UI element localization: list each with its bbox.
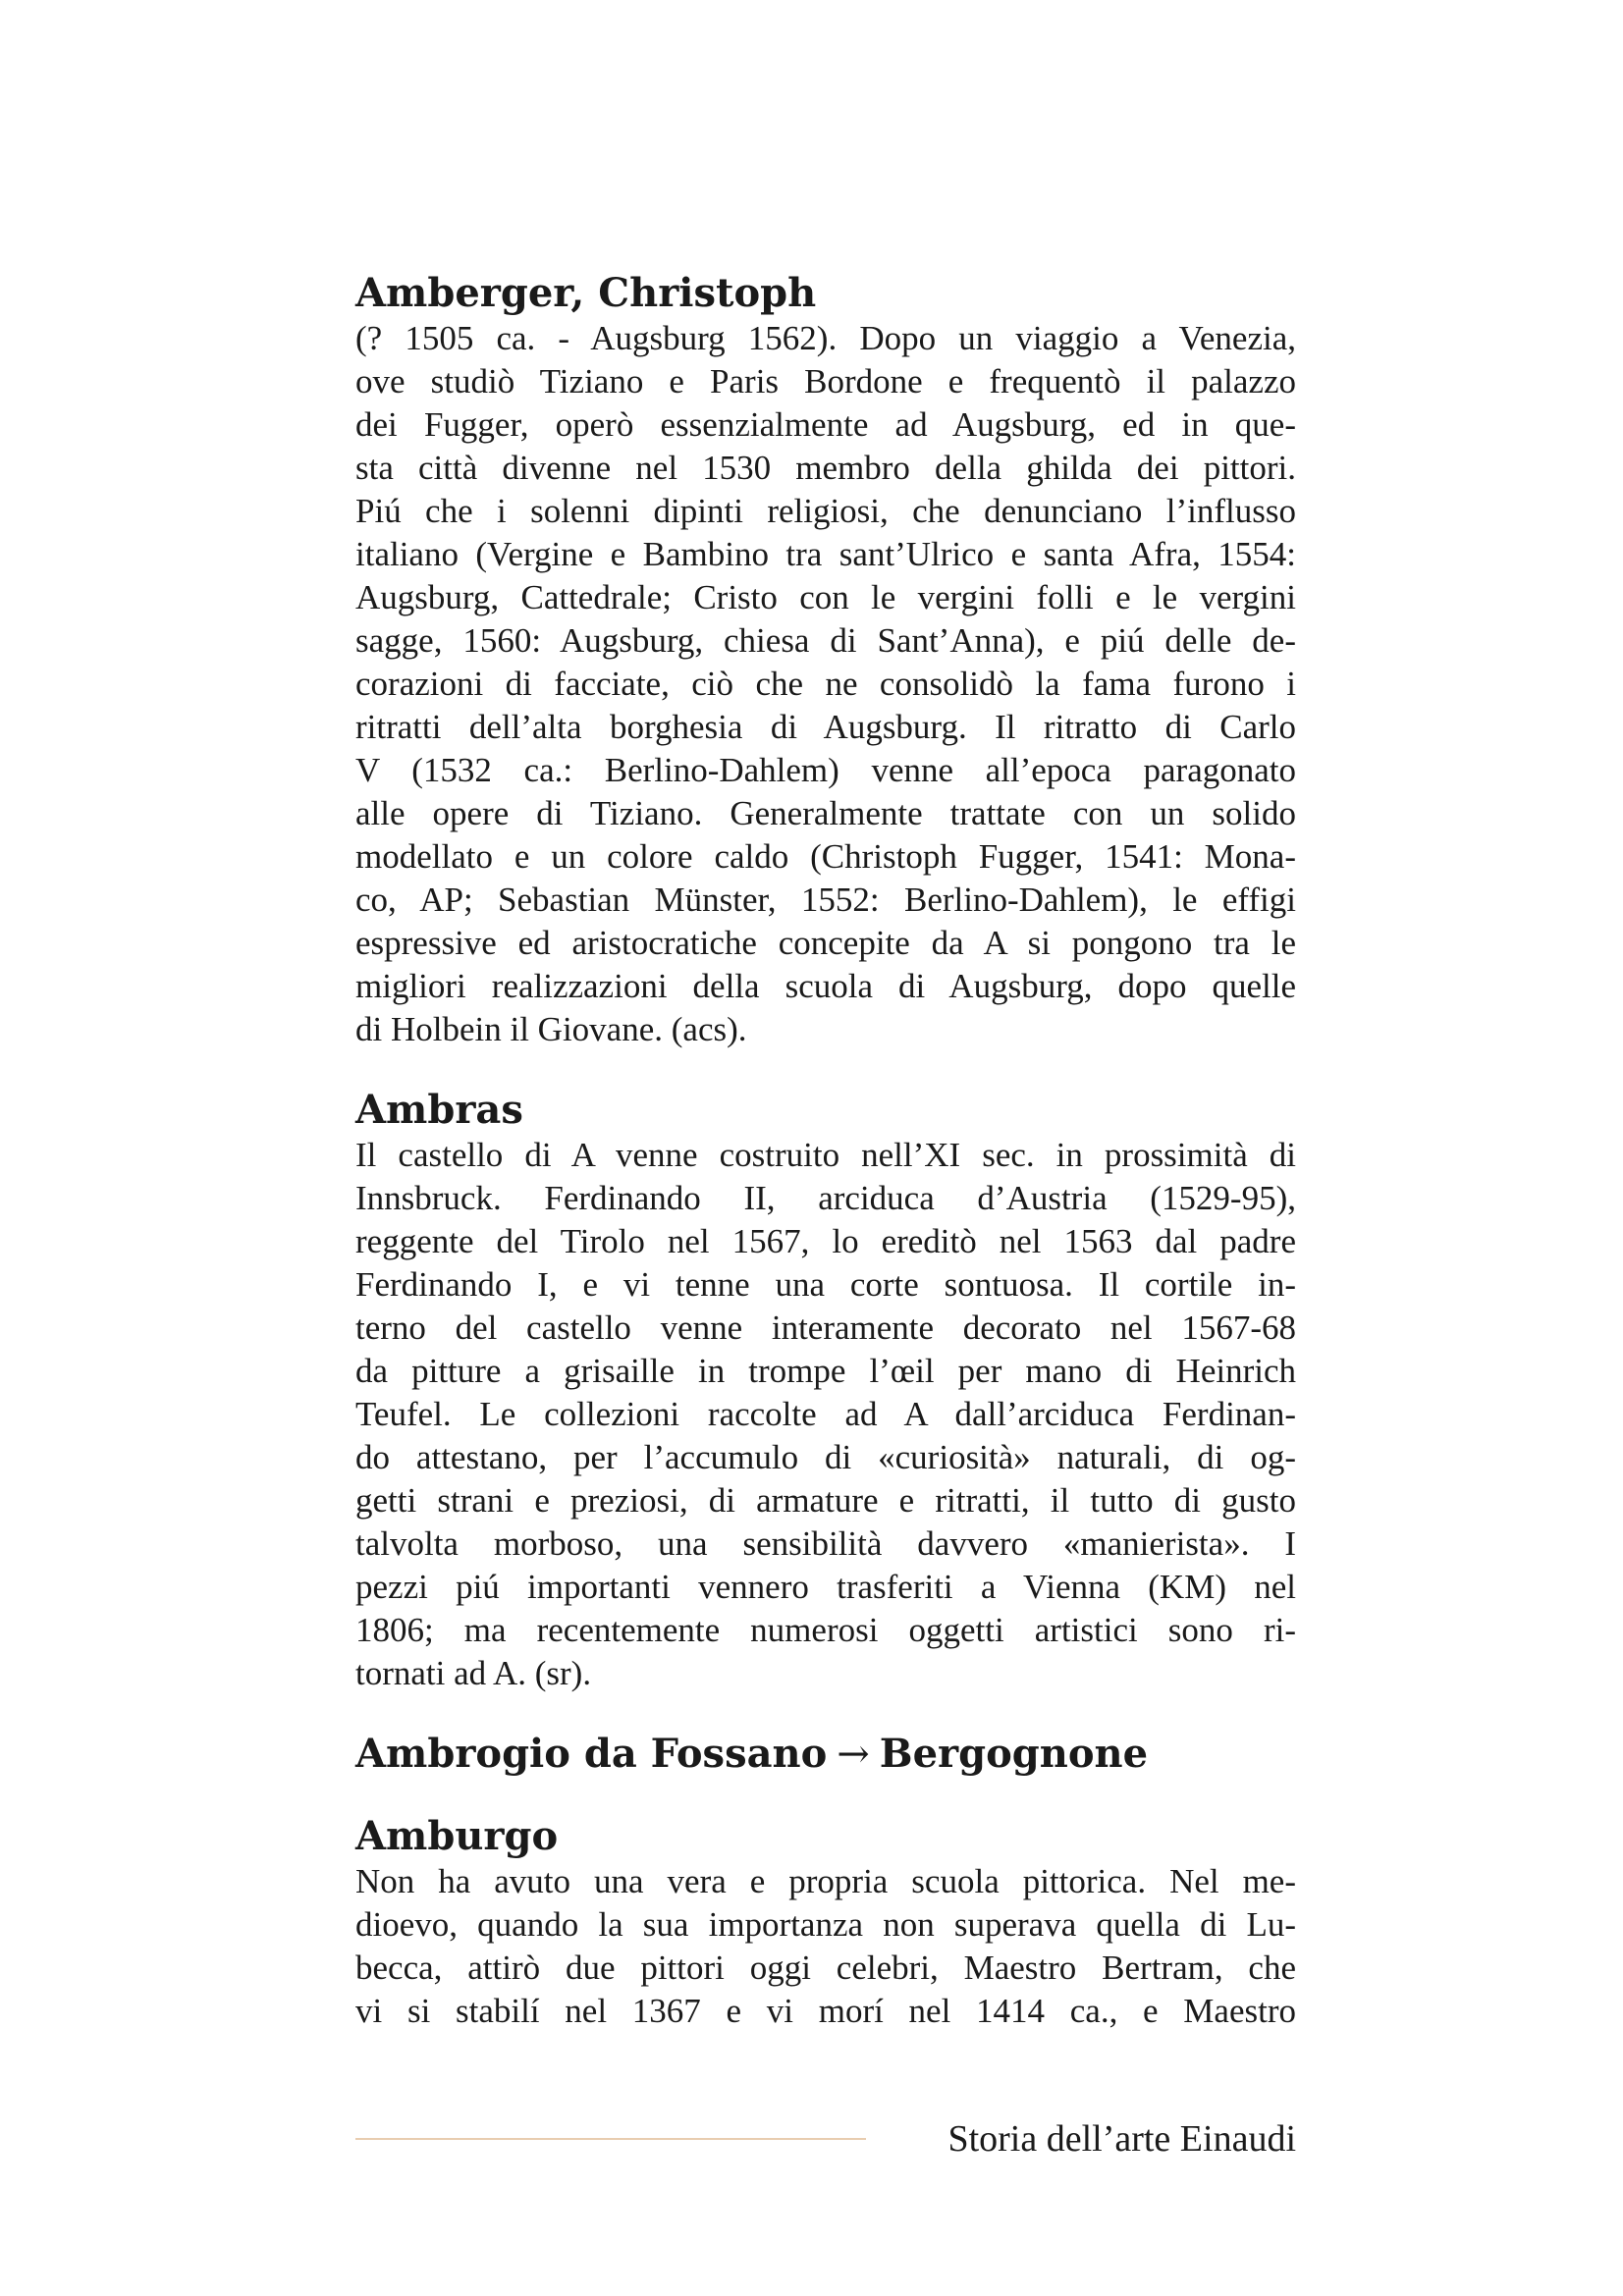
entry-title: Amberger, Christoph xyxy=(355,270,817,316)
cross-reference-arrow-icon: → xyxy=(837,1732,870,1777)
text-line: modellato e un colore caldo (Christoph Fugger, 1541: Mona- xyxy=(355,837,1296,876)
text-line: (? 1505 ca. - Augsburg 1562). Dopo un viaggio a Venezia, xyxy=(355,319,1296,357)
entry-amberger xyxy=(355,270,1296,1051)
content xyxy=(355,270,1296,2033)
text-line: co, AP; Sebastian Münster, 1552: Berlino-Dahlem), le effigi xyxy=(355,881,1296,919)
text-line: Innsbruck. Ferdinando II, arciduca d’Austria (1529-95), xyxy=(355,1179,1296,1217)
footer-divider xyxy=(355,2138,866,2140)
text-line: da pitture a grisaille in trompe l’œil per mano di Heinrich xyxy=(355,1352,1296,1390)
entry-ambrogio-da-fossano xyxy=(355,1731,1296,1778)
entry-body xyxy=(355,1134,1296,1695)
text-line: espressive ed aristocratiche concepite da A si pongono tra le xyxy=(355,924,1296,962)
text-line: sagge, 1560: Augsburg, chiesa di Sant’Anna), e piú delle de- xyxy=(355,621,1296,660)
entry-body xyxy=(355,1860,1296,2033)
text-line: ove studiò Tiziano e Paris Bordone e frequentò il palazzo xyxy=(355,362,1296,400)
text-line: vi si stabilí nel 1367 e vi morí nel 1414 ca., e Maestro xyxy=(355,1992,1296,2030)
text-line: Non ha avuto una vera e propria scuola pittorica. Nel me- xyxy=(355,1862,1296,1900)
text-line: getti strani e preziosi, di armature e ritratti, il tutto di gusto xyxy=(355,1481,1296,1520)
text-line: dioevo, quando la sua importanza non superava quella di Lu- xyxy=(355,1905,1296,1944)
cross-reference-link[interactable]: Bergognone xyxy=(879,1731,1149,1777)
text-line: di Holbein il Giovane. (acs). xyxy=(355,1010,747,1048)
text-line: tornati ad A. (sr). xyxy=(355,1654,592,1692)
text-line: V (1532 ca.: Berlino-Dahlem) venne all’epoca paragonato xyxy=(355,751,1296,789)
text-line: becca, attirò due pittori oggi celebri, Maestro Bertram, che xyxy=(355,1949,1296,1987)
text-line: ritratti dell’alta borghesia di Augsburg. Il ritratto di Carlo xyxy=(355,708,1296,746)
text-line: Augsburg, Cattedrale; Cristo con le vergini folli e le vergini xyxy=(355,578,1296,616)
text-line: pezzi piú importanti vennero trasferiti a Vienna (KM) nel xyxy=(355,1568,1296,1606)
text-line: italiano (Vergine e Bambino tra sant’Ulrico e santa Afra, 1554: xyxy=(355,535,1296,573)
entry-title-text: Ambrogio da Fossano xyxy=(355,1731,828,1777)
text-line: sta città divenne nel 1530 membro della ghilda dei pittori. xyxy=(355,449,1296,487)
text-line: Teufel. Le collezioni raccolte ad A dall’arciduca Ferdinan- xyxy=(355,1395,1296,1433)
entry-amburgo xyxy=(355,1813,1296,2033)
entry-title xyxy=(355,1731,1296,1778)
text-line: Piú che i solenni dipinti religiosi, che denunciano l’influsso xyxy=(355,492,1296,530)
text-line: do attestano, per l’accumulo di «curiosità» naturali, di og- xyxy=(355,1438,1296,1476)
page-footer xyxy=(355,2115,1296,2163)
text-line: corazioni di facciate, ciò che ne consolidò la fama furono i xyxy=(355,665,1296,703)
text-line: Ferdinando I, e vi tenne una corte sontuosa. Il cortile in- xyxy=(355,1265,1296,1304)
text-line: dei Fugger, operò essenzialmente ad Augsburg, ed in que- xyxy=(355,405,1296,444)
text-line: talvolta morboso, una sensibilità davvero «manierista». I xyxy=(355,1524,1296,1563)
text-line: reggente del Tirolo nel 1567, lo ereditò nel 1563 dal padre xyxy=(355,1222,1296,1260)
text-line: terno del castello venne interamente decorato nel 1567-68 xyxy=(355,1308,1296,1347)
entry-title: Amburgo xyxy=(355,1813,559,1859)
text-line: alle opere di Tiziano. Generalmente trattate con un solido xyxy=(355,794,1296,832)
text-line: migliori realizzazioni della scuola di Augsburg, dopo quelle xyxy=(355,967,1296,1005)
text-line: 1806; ma recentemente numerosi oggetti artistici sono ri- xyxy=(355,1611,1296,1649)
text-line: Il castello di A venne costruito nell’XI sec. in prossimità di xyxy=(355,1136,1296,1174)
entry-ambras xyxy=(355,1087,1296,1695)
footer-title: Storia dell’arte Einaudi xyxy=(947,2118,1296,2160)
entry-body xyxy=(355,317,1296,1051)
entry-title: Ambras xyxy=(355,1087,523,1133)
